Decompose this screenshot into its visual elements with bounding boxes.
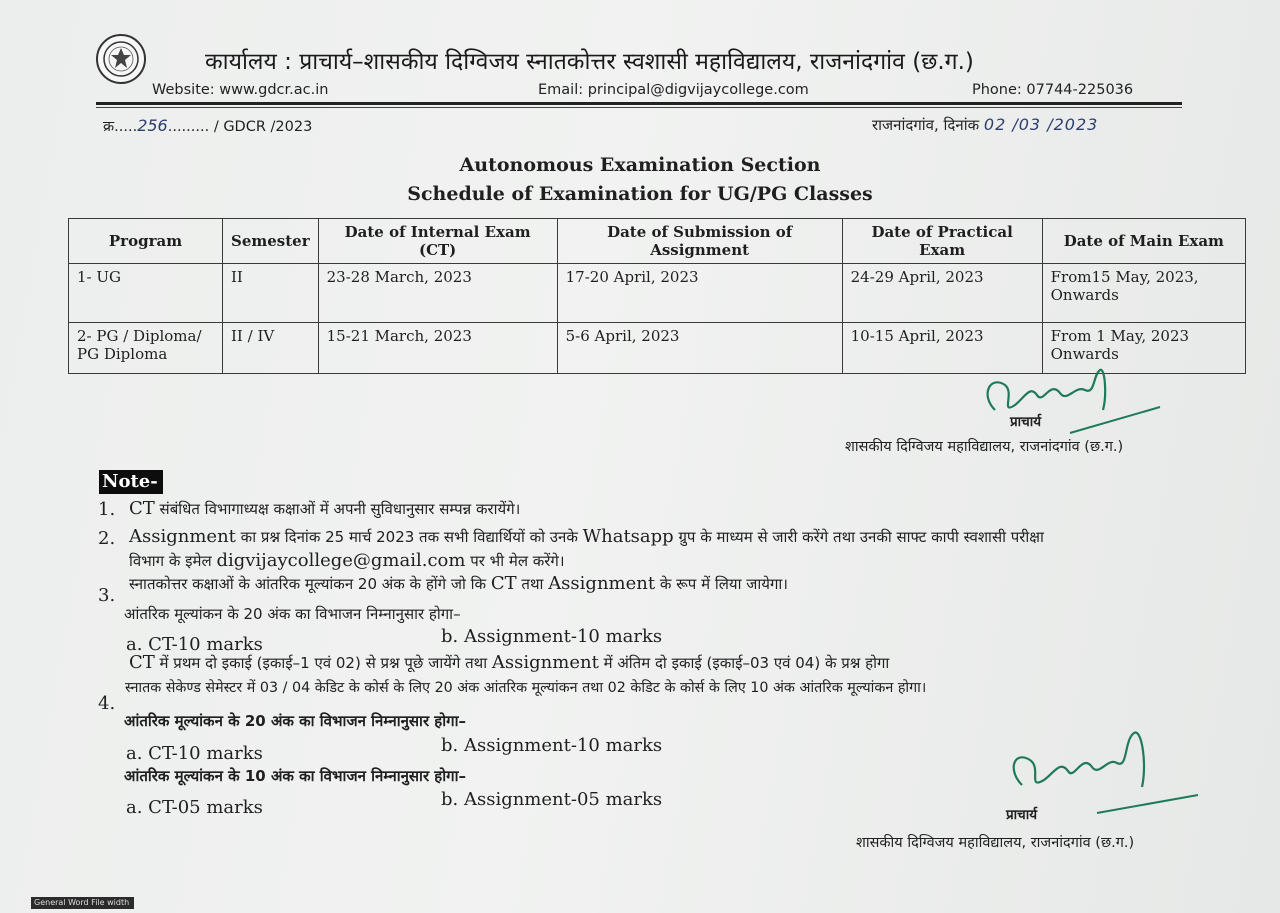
cell-program: 1- UG (69, 264, 223, 323)
footer-tag: General Word File width (31, 897, 134, 909)
email-text: Email: principal@digvijaycollege.com (538, 82, 809, 98)
cell-assignment: 5-6 April, 2023 (557, 323, 842, 374)
cell-internal-exam: 15-21 March, 2023 (318, 323, 557, 374)
note-2-part: विभाग के इमेल (129, 552, 217, 570)
note-3-part: तथा (516, 575, 549, 593)
col-header-main-exam: Date of Main Exam (1042, 219, 1245, 264)
note-1-part: संबंधित विभागाध्यक्ष कक्षाओं में अपनी सुविधानुसार सम्पन्न करायेंगे। (154, 500, 521, 518)
note-2-part: पर भी मेल करेंगे। (465, 552, 565, 570)
note-3-part: CT (129, 652, 155, 673)
note-4-number: 4. (98, 693, 116, 714)
note-3-part: में अंतिम दो इकाई (इकाई–03 एवं 04) के प्रश्न होगा (598, 654, 890, 672)
letterhead-rule (96, 102, 1182, 105)
note-3-part: CT (490, 573, 517, 594)
note-3-part: में प्रथम दो इकाई (इकाई–1 एवं 02) से प्रश्न पूछे जायेंगे तथा (154, 654, 492, 672)
col-header-internal-exam: Date of Internal Exam (CT) (318, 219, 557, 264)
cell-practical: 24-29 April, 2023 (842, 264, 1042, 323)
letterhead-title: कार्यालय : प्राचार्य–शासकीय दिग्विजय स्नातकोत्तर स्वशासी महाविद्यालय, राजनांदगांव (छ.ग.) (205, 49, 974, 75)
signature-1 (975, 365, 1165, 444)
note-1-text (129, 498, 520, 519)
note-2-number: 2. (98, 528, 116, 549)
col-header-practical: Date of Practical Exam (842, 219, 1042, 264)
note-1-number: 1. (98, 499, 116, 520)
cell-practical: 10-15 April, 2023 (842, 323, 1042, 374)
note-3-line2: आंतरिक मूल्यांकन के 20 अंक का विभाजन निम्नानुसार होगा– (124, 605, 461, 623)
note-3-ct-marks: a. CT-10 marks (126, 634, 263, 655)
college-emblem-icon (96, 34, 146, 84)
note-2-part: Whatsapp (582, 526, 674, 547)
cell-internal-exam: 23-28 March, 2023 (318, 264, 557, 323)
table-header-row (69, 219, 1246, 264)
note-2-part: Assignment (129, 526, 236, 547)
note-2-email: digvijaycollege@gmail.com (216, 550, 466, 571)
note-4-assignment-05: b. Assignment-05 marks (441, 789, 663, 810)
note-4-heading-20: आंतरिक मूल्यांकन के 20 अंक का विभाजन निम्नानुसार होगा– (124, 712, 466, 730)
date-label: राजनांदगांव, दिनांक (872, 116, 980, 134)
note-3-line4 (129, 652, 889, 673)
date-line (872, 115, 1098, 135)
cell-semester: II / IV (223, 323, 319, 374)
note-3-text (129, 573, 788, 594)
col-header-assignment: Date of Submission of Assignment (557, 219, 842, 264)
signature-1-office: शासकीय दिग्विजय महाविद्यालय, राजनांदगांव (छ.ग.) (845, 439, 1124, 455)
phone-text: Phone: 07744-225036 (972, 82, 1134, 98)
note-label: Note- (99, 470, 163, 494)
cell-semester: II (223, 264, 319, 323)
letterhead-rule-thin (96, 107, 1182, 108)
date-handwritten: 02 /03 /2023 (983, 115, 1099, 134)
note-2-part: ग्रुप के माध्यम से जारी करेंगे तथा उनकी साफ्ट कापी स्वशासी परीक्षा (673, 528, 1044, 546)
section-heading: Autonomous Examination Section (459, 154, 821, 176)
note-2-text (129, 526, 1044, 547)
note-4-ct-10: a. CT-10 marks (126, 743, 263, 764)
reference-handwritten-number: 256 (137, 116, 168, 135)
handwritten-signature-icon (975, 365, 1165, 440)
signature-2-title: प्राचार्य (1006, 807, 1038, 823)
cell-assignment: 17-20 April, 2023 (557, 264, 842, 323)
note-3-part: स्नातकोत्तर कक्षाओं के आंतरिक मूल्यांकन 20 अंक के होंगे जो कि (129, 575, 491, 593)
reference-suffix: ......... / GDCR /2023 (167, 119, 313, 135)
note-3-part: के रूप में लिया जायेगा। (655, 575, 788, 593)
note-3-assignment-marks: b. Assignment-10 marks (441, 626, 663, 647)
note-3-part: Assignment (491, 652, 599, 673)
note-4-assignment-10: b. Assignment-10 marks (441, 735, 663, 756)
cell-main-exam: From 1 May, 2023 Onwards (1042, 323, 1245, 374)
schedule-heading: Schedule of Examination for UG/PG Classes (407, 183, 873, 205)
schedule-table (68, 218, 1246, 374)
note-1-part: CT (129, 498, 155, 519)
col-header-semester: Semester (223, 219, 319, 264)
website-text: Website: www.gdcr.ac.in (152, 82, 329, 98)
reference-prefix: क्र..... (103, 119, 138, 135)
note-2-line2 (129, 550, 565, 571)
note-3-number: 3. (98, 585, 116, 606)
col-header-program: Program (69, 219, 223, 264)
signature-1-title: प्राचार्य (1010, 414, 1042, 430)
note-2-part: का प्रश्न दिनांक 25 मार्च 2023 तक सभी विद्यार्थियों को उनके (235, 528, 583, 546)
handwritten-signature-icon (1002, 725, 1202, 815)
note-3-part: Assignment (548, 573, 656, 594)
cell-program: 2- PG / Diploma/ PG Diploma (69, 323, 223, 374)
reference-number (103, 116, 312, 136)
cell-main-exam: From15 May, 2023, Onwards (1042, 264, 1245, 323)
note-4-heading-10: आंतरिक मूल्यांकन के 10 अंक का विभाजन निम्नानुसार होगा– (124, 767, 466, 785)
table-row (69, 264, 1246, 323)
signature-2-office: शासकीय दिग्विजय महाविद्यालय, राजनांदगांव (छ.ग.) (856, 835, 1135, 851)
note-4-text: स्नातक सेकेण्ड सेमेस्टर में 03 / 04 केडिट के कोर्स के लिए 20 अंक आंतरिक मूल्यांकन तथा 02 केडिट के कोर्स के लिए 10 अंक आंतरिक मूल्यांकन होगा। (125, 680, 927, 696)
note-4-ct-05: a. CT-05 marks (126, 797, 263, 818)
